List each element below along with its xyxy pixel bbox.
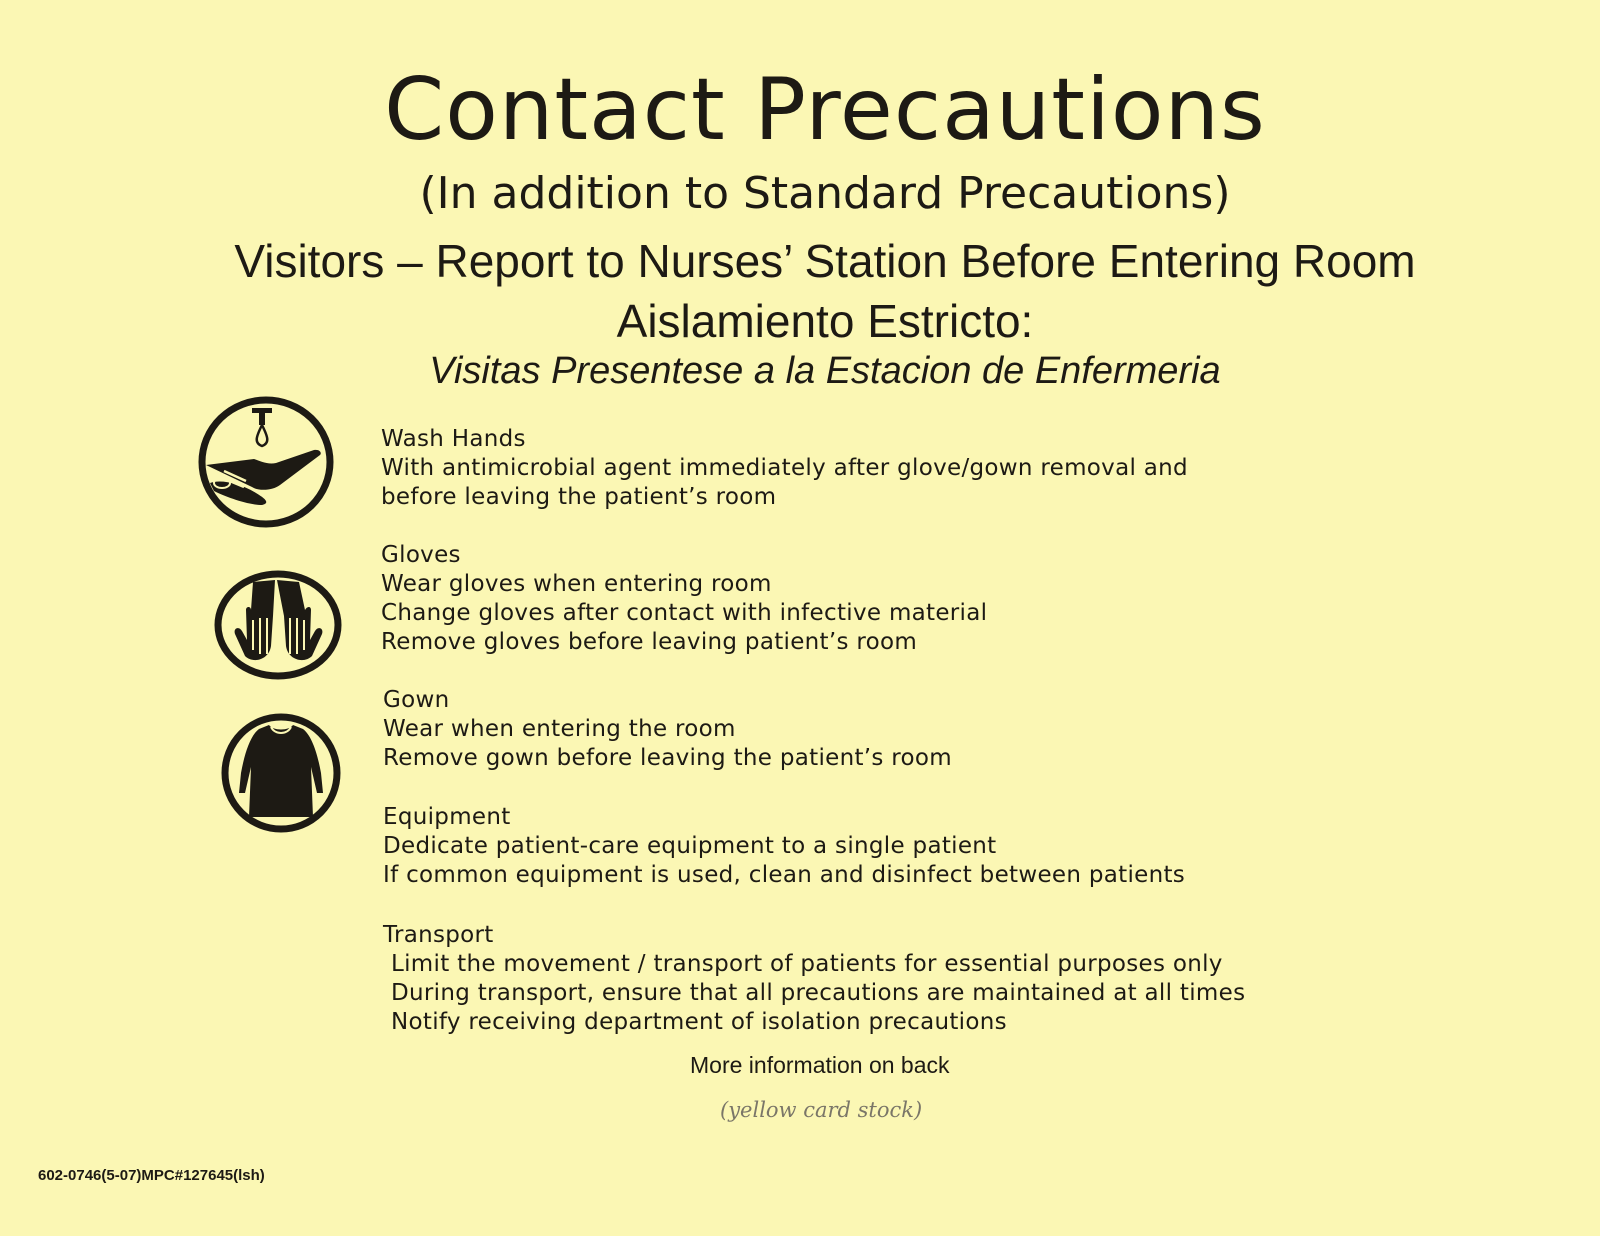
- more-info-note: More information on back: [690, 1052, 950, 1078]
- equipment-section: [383, 803, 1185, 890]
- wash-hands-section: [381, 425, 1188, 512]
- gown-section: [383, 686, 952, 773]
- section-heading: Gown: [383, 687, 450, 713]
- visitors-instruction: Visitors – Report to Nurses’ Station Before Entering Room: [234, 235, 1416, 287]
- section-line: Remove gloves before leaving patient’s room: [381, 629, 918, 655]
- spanish-title: Aislamiento Estricto:: [616, 295, 1034, 347]
- section-line: Wear gloves when entering room: [381, 571, 772, 597]
- spanish-visitors-instruction: Visitas Presentese a la Estacion de Enfermeria: [429, 350, 1221, 392]
- section-heading: Wash Hands: [381, 426, 526, 452]
- section-line: before leaving the patient’s room: [381, 484, 777, 510]
- section-line: Dedicate patient-care equipment to a single patient: [383, 833, 997, 859]
- section-line: With antimicrobial agent immediately after glove/gown removal and: [381, 455, 1188, 481]
- section-line: Change gloves after contact with infective material: [381, 600, 988, 626]
- section-line: If common equipment is used, clean and disinfect between patients: [383, 862, 1186, 888]
- card-stock-note: (yellow card stock): [720, 1098, 923, 1122]
- wash-hands-icon: [196, 395, 336, 529]
- page-title: Contact Precautions: [384, 60, 1266, 160]
- section-heading: Equipment: [383, 804, 511, 830]
- gloves-icon: [213, 570, 343, 680]
- section-heading: Transport: [383, 922, 494, 948]
- gown-icon: [219, 711, 343, 835]
- section-heading: Gloves: [381, 542, 461, 568]
- transport-section: [383, 921, 1245, 1037]
- section-line: Wear when entering the room: [383, 716, 736, 742]
- gloves-section: [381, 541, 987, 657]
- section-line: Limit the movement / transport of patients for essential purposes only: [391, 951, 1223, 977]
- section-line: Remove gown before leaving the patient’s room: [383, 745, 952, 771]
- section-line: Notify receiving department of isolation precautions: [391, 1009, 1007, 1035]
- form-number: 602-0746(5-07)MPC#127645(lsh): [38, 1167, 265, 1184]
- subtitle: (In addition to Standard Precautions): [419, 168, 1231, 219]
- section-line: During transport, ensure that all precautions are maintained at all times: [391, 980, 1246, 1006]
